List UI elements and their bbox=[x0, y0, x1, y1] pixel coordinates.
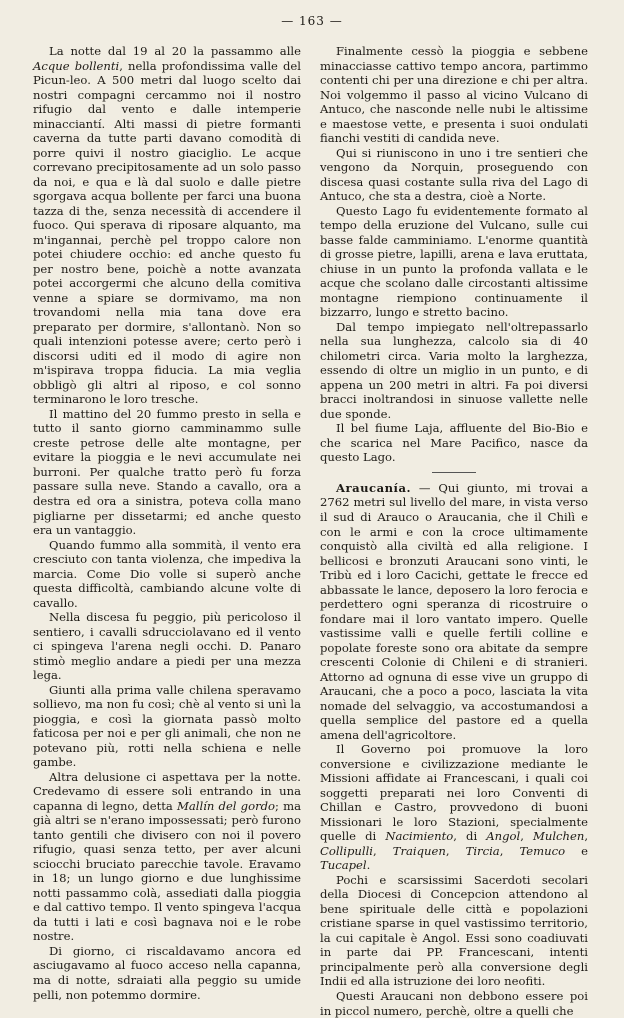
right-column bbox=[320, 44, 588, 1018]
section-paragraph bbox=[320, 481, 588, 742]
paragraph: Di giorno, ci riscaldavamo ancora ed asciugavamo al fuoco acceso nella capanna, ma di notte, sdraiati alla peggio su umide pelli, non potemmo dormire. bbox=[33, 943, 301, 1002]
paragraph: Il Governo poi promuove la loro conversione e civilizzazione mediante le Missioni affidate ai Francescani, i quali coi soggetti preparati nei loro Conventi di Chillan e Castro, provvedono di buoni Missionari le loro Stazioni, specialmente quelle di Nacimiento, di Angol, Mulchen, Collipulli, Traiquen, Tircia, Temuco e Tucapel. bbox=[320, 742, 589, 873]
section-divider bbox=[432, 472, 476, 473]
left-column bbox=[33, 44, 301, 1002]
paragraph: La notte dal 19 al 20 la passammo alle Acque bollenti, nella profondissima valle del Picun-leo. A 500 metri dal luogo scelto dai nostri compagni cercammo noi il nostro rifugio dal vento e dalle intemperie minacciantí. Alti massi di pietre formanti caverna da tutte parti davano comodità di porre quivi il nostro giaciglio. Le acque correvano precipitosamente ad un solo passo da noi, e qua e là dal suolo e dalle pietre sgorgava acqua bollente per farci una buona tazza di the, senza necessità di accendere il fuoco. Qui sperava di riposare alquanto, ma m'ingannai, perchè pel troppo calore non potei chiudere occhio: ed anche questo fu per nostro bene, poichè a notte avanzata potei accorgermi che alcuno della comitiva venne a spiare se dormivamo, ma non trovandomi nella mia tana dove era preparato per dormire, s'allontanò. Non so quali intenzioni potesse avere; certo però i discorsi uditi ed il modo di agire non m'ispirava troppa fiducia. La mia veglia obbligò gli altri al riposo, e col sonno terminarono le loro tresche. bbox=[33, 44, 301, 407]
section-heading-text: — Qui giunto, mi trovai a 2762 metri sul livello del mare, in vista verso il sud di Arauco o Araucania, che il Chilì e con le armi e con la croce ultimamente conquistò alla civiltà ed alla religione. I bellicosi e bronzuti Araucani sono vinti, le Tribù ed i loro Cacichi, gettate le frecce ed abbassate le lance, deposero la loro ferocia e perdettero ogni speranza di ricostruire o fondare mai il loro vantato impero. Quelle vastissime valli e quelle fertili colline e popolate foreste sono ora abitate da sempre crescenti Colonie di Chileni e di stranieri. Attorno ad ognuna di esse vive un gruppo di Araucani, che a poco a poco, lasciata la vita nomade del selvaggio, va accostumandosi a quella semplice del pastore ed a quella amena dell'agricoltore. bbox=[320, 480, 588, 742]
paragraph: Pochi e scarsissimi Sacerdoti secolari della Diocesi di Concepcion attendono al bene spirituale delle città e popolazioni cristiane sparse in quel vastissimo territorio, la cui capitale è Angol. Essi sono coadiuvati in parte dai PP. Francescani, intenti principalmente però alla conversione degli Indii ed alla istruzione dei loro neofiti. bbox=[320, 872, 588, 989]
paragraph: Questi Araucani non debbono essere poi in piccol numero, perchè, oltre a quelli che bbox=[320, 989, 588, 1018]
section-heading: Araucanía. bbox=[336, 480, 411, 495]
paragraph: Il bel fiume Laja, affluente del Bio-Bio e che scarica nel Mare Pacifico, nasce da questo Lago. bbox=[320, 421, 588, 465]
paragraph: Quando fummo alla sommità, il vento era cresciuto con tanta violenza, che impediva la marcia. Come Dio volle si superò anche questa difficoltà, cambiando alcune volte di cavallo. bbox=[33, 537, 301, 610]
paragraph: Il mattino del 20 fummo presto in sella e tutto il santo giorno camminammo sulle creste petrose delle alte montagne, per evitare la pioggia e le nevi accumulate nei burroni. Per qualche tratto però fu forza passare sulla neve. Stando a cavallo, ora a destra ed ora a sinistra, poteva colla mano pigliarne per dissetarmi; ed anche questo era un vantaggio. bbox=[33, 406, 301, 538]
paragraph: Qui si riuniscono in uno i tre sentieri che vengono da Norquin, proseguendo con discesa quasi costante sulla riva del Lago di Antuco, che sta a destra, cioè a Norte. bbox=[320, 145, 588, 204]
paragraph: Giunti alla prima valle chilena speravamo sollievo, ma non fu così; chè al vento si unì la pioggia, e così la giornata passò molto faticosa per noi e per gli animali, che non ne potevano più, rotti nella schiena e nelle gambe. bbox=[33, 682, 301, 770]
paragraph: Nella discesa fu peggio, più pericoloso il sentiero, i cavalli sdrucciolavano ed il vento ci spingeva l'arena negli occhi. D. Panaro stimò meglio andare a piedi per una mezza lega. bbox=[33, 610, 301, 683]
paragraph: Questo Lago fu evidentemente formato al tempo della eruzione del Vulcano, sulle cui basse falde camminiamo. L'enorme quantità di grosse pietre, lapilli, arena e lava eruttata, chiuse in un punto la profonda vallata e le acque che scolano dalle circostanti altissime montagne riempiono continuamente il bizzarro, lungo e stretto bacino. bbox=[320, 203, 588, 320]
paragraph: Altra delusione ci aspettava per la notte. Credevamo di essere soli entrando in una capanna di legno, detta Mallín del gordo; ma già altri se n'erano impossessati; però furono tanto gentili che divisero con noi il povero rifugio, quasi senza tetto, per aver alcuni sciocchi bruciato parecchie tavole. Eravamo in 18; un lungo giorno e due lunghissime notti passammo colà, assediati dalla pioggia e dal cattivo tempo. Il vento spingeva l'acqua da tutti i lati e così bagnava noi e le robe nostre. bbox=[33, 769, 301, 944]
paragraph: Finalmente cessò la pioggia e sebbene minacciasse cattivo tempo ancora, partimmo contenti chi per una direzione e chi per altra. Noi volgemmo il passo al vicino Vulcano di Antuco, che nasconde nelle nubi le altissime e maestose vette, e presenta i suoi ondulati fianchi vestiti di candida neve. bbox=[320, 44, 588, 146]
page-number: — 163 — bbox=[281, 14, 343, 28]
paragraph: Dal tempo impiegato nell'oltrepassarlo nella sua lunghezza, calcolo sia di 40 chilometri circa. Varia molto la larghezza, essendo di oltre un miglio in un punto, e di appena un 200 metri in altri. Fa poi diversi bracci inoltrandosi in sinuose vallette nelle due sponde. bbox=[320, 319, 588, 421]
